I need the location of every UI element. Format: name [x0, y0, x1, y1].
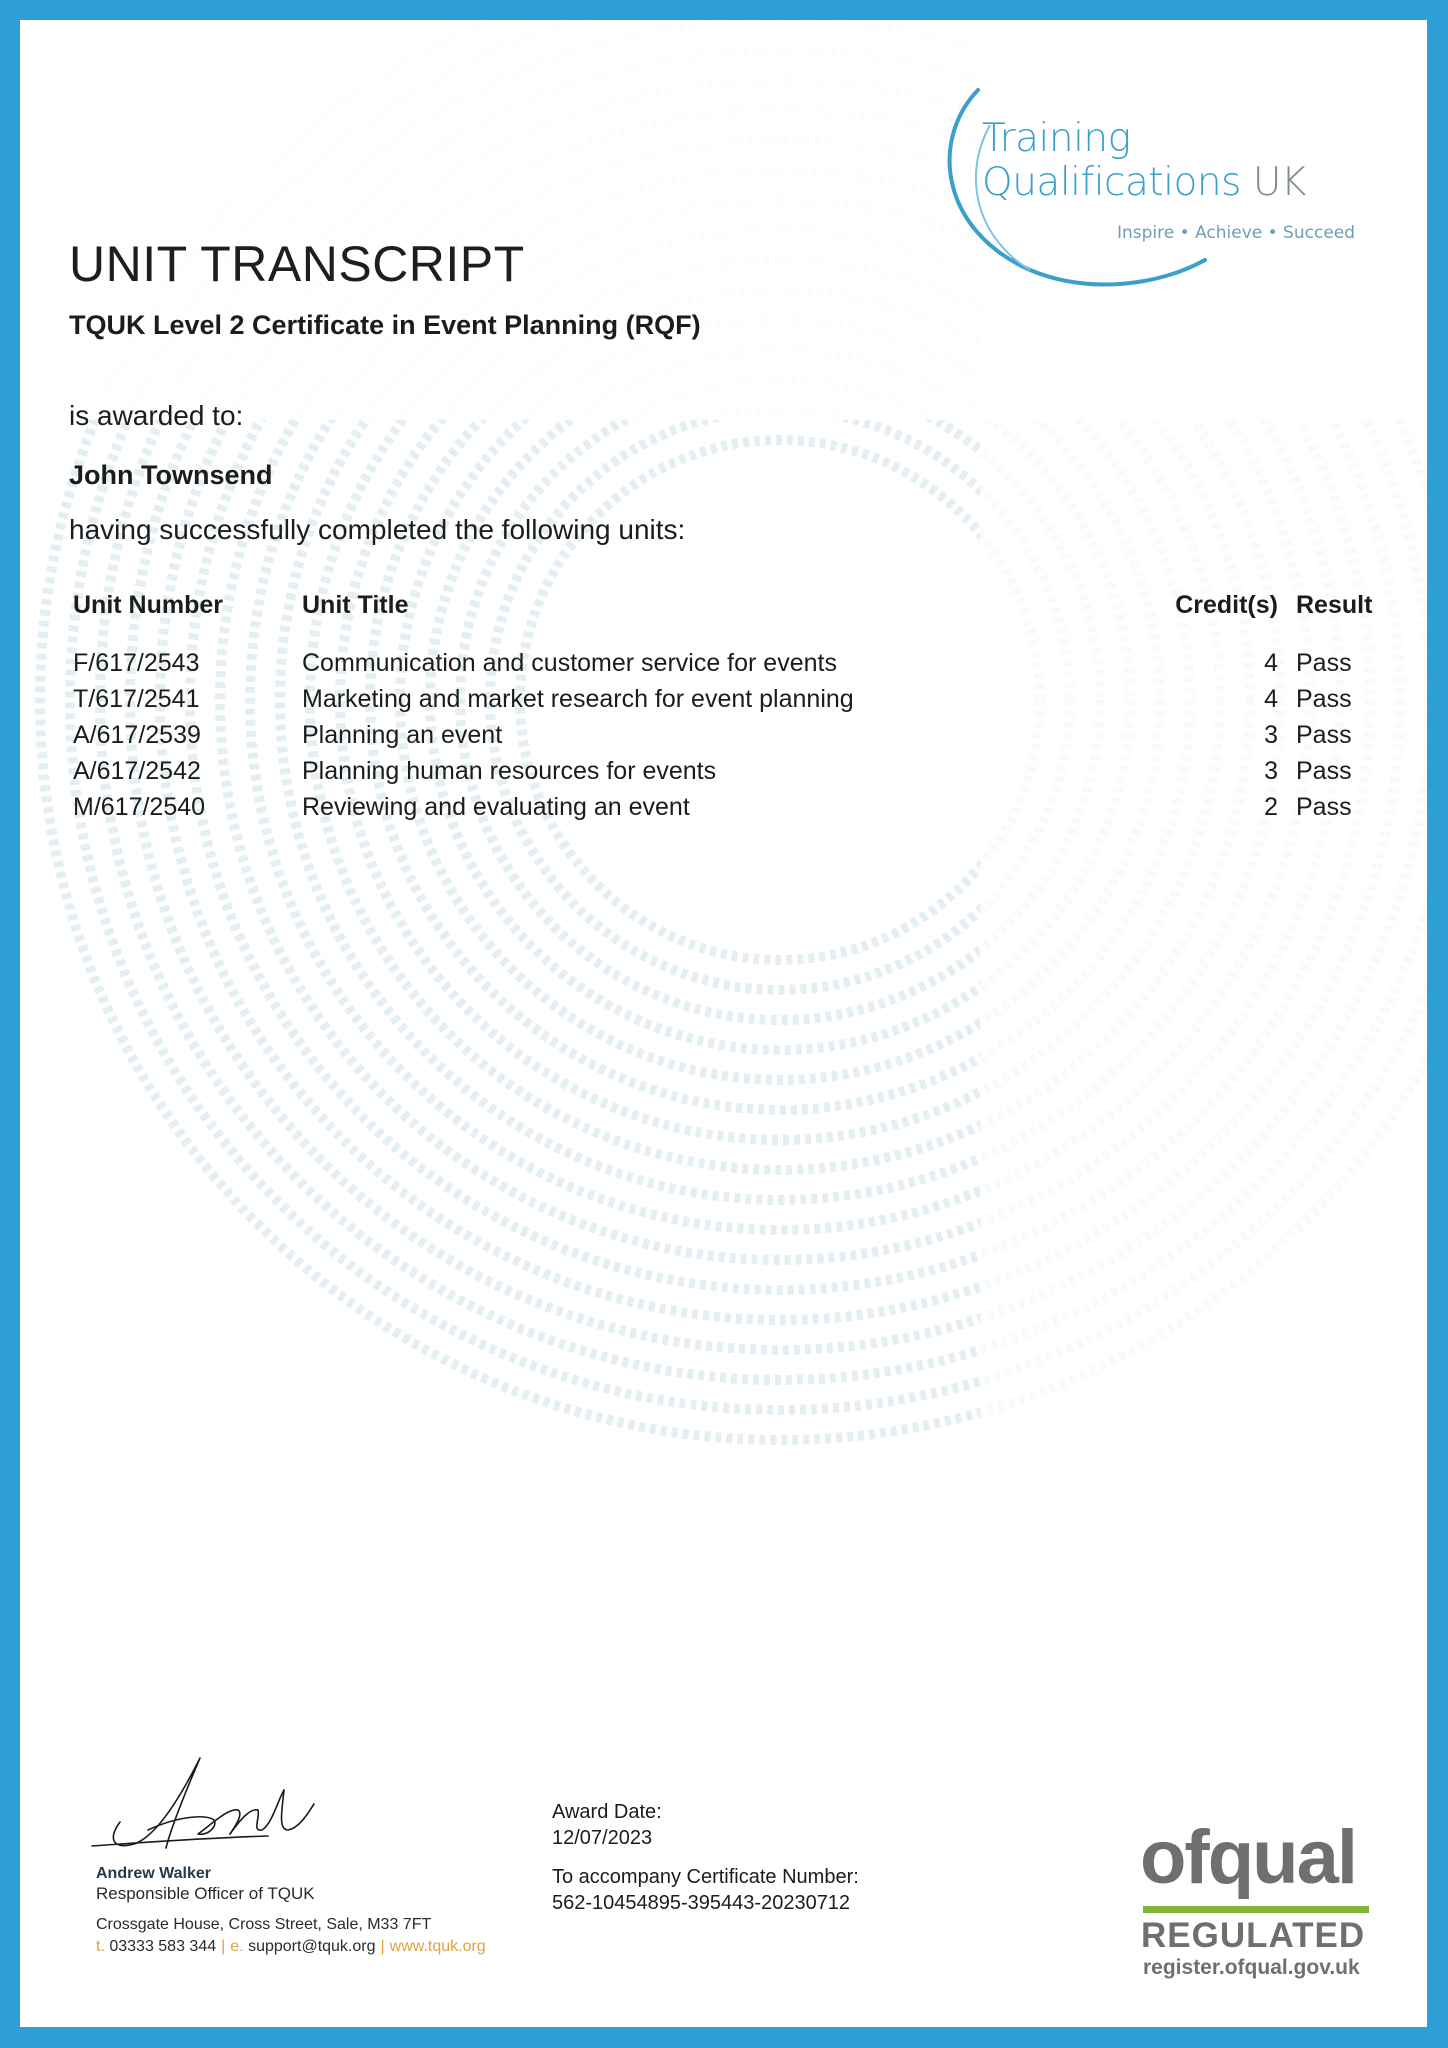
ofqual-regulated-text: REGULATED: [1141, 1916, 1366, 1955]
logo-line-1: Training: [982, 116, 1131, 161]
table-row: [73, 757, 1413, 793]
signer-role: Responsible Officer of TQUK: [96, 1884, 315, 1903]
ofqual-green-bar: [1143, 1906, 1369, 1913]
certificate-number-block: [552, 1864, 859, 1916]
unit-title: Planning human resources for events: [302, 757, 717, 785]
header-unit-number: Unit Number: [73, 591, 223, 619]
unit-number: M/617/2540: [73, 793, 206, 821]
unit-credits: 2: [1264, 793, 1278, 821]
unit-result: Pass: [1296, 793, 1352, 821]
units-header-row: [73, 591, 1413, 641]
certificate-number-label: To accompany Certificate Number:: [552, 1866, 859, 1888]
unit-title: Communication and customer service for events: [302, 649, 837, 677]
table-row: [73, 649, 1413, 685]
unit-result: Pass: [1296, 757, 1352, 785]
ofqual-wordmark: ofqual: [1140, 1815, 1356, 1900]
unit-number: T/617/2541: [73, 685, 200, 713]
unit-title: Marketing and market research for event planning: [302, 685, 854, 713]
header-unit-title: Unit Title: [302, 591, 409, 619]
logo-line-2: Qualifications UK: [982, 160, 1306, 205]
unit-result: Pass: [1296, 721, 1352, 749]
header-credits: Credit(s): [1175, 591, 1278, 619]
signature-image: [88, 1750, 328, 1860]
tquk-logo: [920, 70, 1390, 320]
signer-name: Andrew Walker: [96, 1865, 211, 1882]
unit-credits: 4: [1264, 685, 1278, 713]
table-row: [73, 685, 1413, 721]
contact-details: t. 03333 583 344 | e. support@tquk.org | www.tquk.org: [96, 1938, 486, 1955]
qualification-title: TQUK Level 2 Certificate in Event Planning (RQF): [69, 310, 701, 340]
award-date-block: [552, 1799, 662, 1851]
units-table: [73, 591, 1413, 829]
ofqual-regulated-logo: [1140, 1815, 1380, 1979]
website-link: www.tquk.org: [389, 1938, 486, 1955]
unit-credits: 4: [1264, 649, 1278, 677]
unit-credits: 3: [1264, 757, 1278, 785]
organisation-address: Crossgate House, Cross Street, Sale, M33 7FT: [96, 1916, 432, 1933]
award-date-label: Award Date:: [552, 1801, 662, 1823]
email-address: support@tquk.org: [248, 1938, 376, 1955]
phone-number: 03333 583 344: [109, 1938, 217, 1955]
ofqual-register-url: register.ofqual.gov.uk: [1143, 1956, 1360, 1979]
certificate-page: [20, 20, 1427, 2027]
unit-number: F/617/2543: [73, 649, 200, 677]
awarded-to-label: is awarded to:: [69, 400, 244, 431]
header-result: Result: [1296, 591, 1373, 619]
unit-title: Planning an event: [302, 721, 503, 749]
award-date-value: 12/07/2023: [552, 1827, 653, 1849]
completed-units-label: having successfully completed the following units:: [69, 514, 686, 545]
logo-tagline: Inspire • Achieve • Succeed: [1117, 223, 1356, 243]
recipient-name: John Townsend: [69, 460, 273, 490]
unit-result: Pass: [1296, 685, 1352, 713]
document-title: UNIT TRANSCRIPT: [69, 236, 525, 292]
table-row: [73, 721, 1413, 757]
certificate-number-value: 562-10454895-395443-20230712: [552, 1892, 851, 1914]
unit-title: Reviewing and evaluating an event: [302, 793, 690, 821]
table-row: [73, 793, 1413, 829]
unit-number: A/617/2542: [73, 757, 201, 785]
unit-credits: 3: [1264, 721, 1278, 749]
unit-number: A/617/2539: [73, 721, 201, 749]
phone-prefix: t.: [96, 1938, 105, 1955]
unit-result: Pass: [1296, 649, 1352, 677]
email-prefix: e.: [230, 1938, 244, 1955]
